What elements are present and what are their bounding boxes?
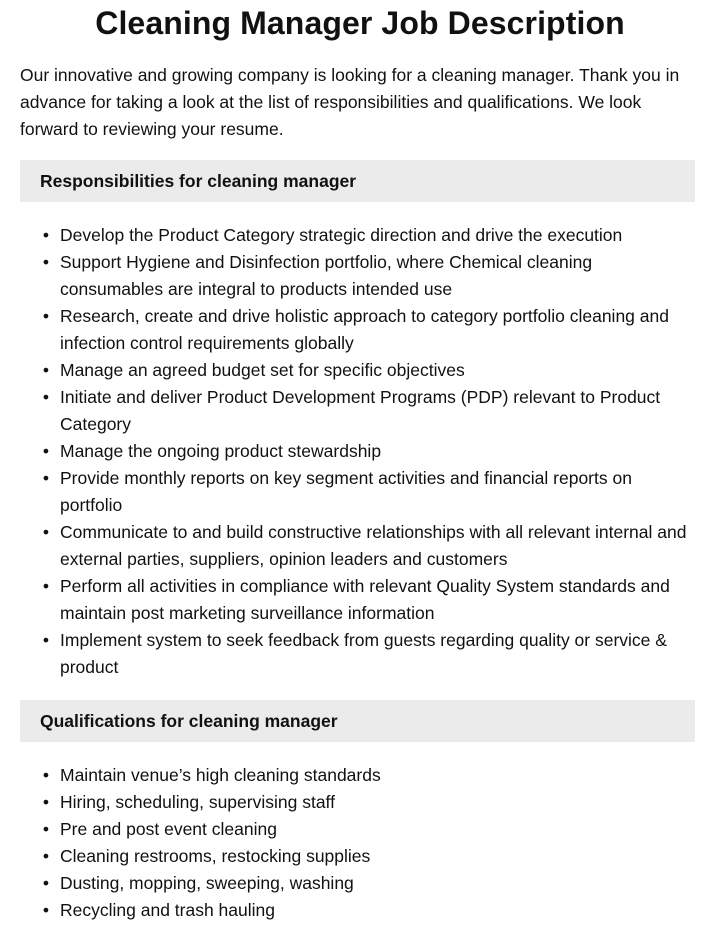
list-item-text: Recycling and trash hauling bbox=[60, 900, 275, 920]
list-item bbox=[42, 384, 700, 438]
list-item-text: Develop the Product Category strategic direction and drive the execution bbox=[60, 225, 623, 245]
list-item bbox=[42, 573, 700, 627]
bullet-icon: • bbox=[42, 225, 50, 245]
qualifications-heading: Qualifications for cleaning manager bbox=[20, 700, 695, 742]
list-item bbox=[42, 222, 700, 249]
bullet-icon: • bbox=[42, 387, 50, 407]
bullet-icon: • bbox=[42, 792, 50, 812]
bullet-icon: • bbox=[42, 819, 50, 839]
bullet-icon: • bbox=[42, 900, 50, 920]
list-item bbox=[42, 438, 700, 465]
list-item-text: Initiate and deliver Product Development Programs (PDP) relevant to Product Category bbox=[60, 387, 661, 434]
bullet-icon: • bbox=[42, 846, 50, 866]
list-item bbox=[42, 627, 700, 681]
bullet-icon: • bbox=[42, 360, 50, 380]
bullet-icon: • bbox=[42, 873, 50, 893]
list-item bbox=[42, 843, 700, 870]
list-item-text: Dusting, mopping, sweeping, washing bbox=[60, 873, 354, 893]
list-item-text: Communicate to and build constructive relationships with all relevant internal and external parties, suppliers, opinion leaders and customers bbox=[60, 522, 687, 569]
list-item-text: Manage the ongoing product stewardship bbox=[60, 441, 382, 461]
list-item-text: Provide monthly reports on key segment activities and financial reports on portfolio bbox=[60, 468, 632, 515]
list-item-text: Research, create and drive holistic approach to category portfolio cleaning and infection control requirements globally bbox=[60, 306, 669, 353]
qualifications-list bbox=[20, 762, 700, 924]
bullet-icon: • bbox=[42, 306, 50, 326]
list-item bbox=[42, 870, 700, 897]
bullet-icon: • bbox=[42, 468, 50, 488]
responsibilities-heading: Responsibilities for cleaning manager bbox=[20, 160, 695, 202]
list-item-text: Perform all activities in compliance with relevant Quality System standards and maintain post marketing surveillance information bbox=[60, 576, 670, 623]
list-item bbox=[42, 519, 700, 573]
list-item bbox=[42, 303, 700, 357]
page-title: Cleaning Manager Job Description bbox=[95, 5, 625, 41]
list-item bbox=[42, 789, 700, 816]
list-item-text: Maintain venue’s high cleaning standards bbox=[60, 765, 381, 785]
list-item-text: Manage an agreed budget set for specific objectives bbox=[60, 360, 465, 380]
list-item bbox=[42, 249, 700, 303]
list-item-text: Pre and post event cleaning bbox=[60, 819, 277, 839]
bullet-icon: • bbox=[42, 765, 50, 785]
bullet-icon: • bbox=[42, 576, 50, 596]
list-item bbox=[42, 762, 700, 789]
responsibilities-list bbox=[20, 222, 700, 681]
list-item bbox=[42, 357, 700, 384]
list-item-text: Hiring, scheduling, supervising staff bbox=[60, 792, 335, 812]
bullet-icon: • bbox=[42, 252, 50, 272]
list-item bbox=[42, 465, 700, 519]
intro-paragraph: Our innovative and growing company is looking for a cleaning manager. Thank you in advance for taking a look at the list of responsibilities and qualifications. We look forward to reviewing your resume. bbox=[20, 65, 680, 139]
bullet-icon: • bbox=[42, 522, 50, 542]
bullet-icon: • bbox=[42, 441, 50, 461]
list-item-text: Support Hygiene and Disinfection portfolio, where Chemical cleaning consumables are integral to products intended use bbox=[60, 252, 593, 299]
bullet-icon: • bbox=[42, 630, 50, 650]
list-item bbox=[42, 816, 700, 843]
list-item bbox=[42, 897, 700, 924]
list-item-text: Cleaning restrooms, restocking supplies bbox=[60, 846, 371, 866]
list-item-text: Implement system to seek feedback from guests regarding quality or service & product bbox=[60, 630, 667, 677]
